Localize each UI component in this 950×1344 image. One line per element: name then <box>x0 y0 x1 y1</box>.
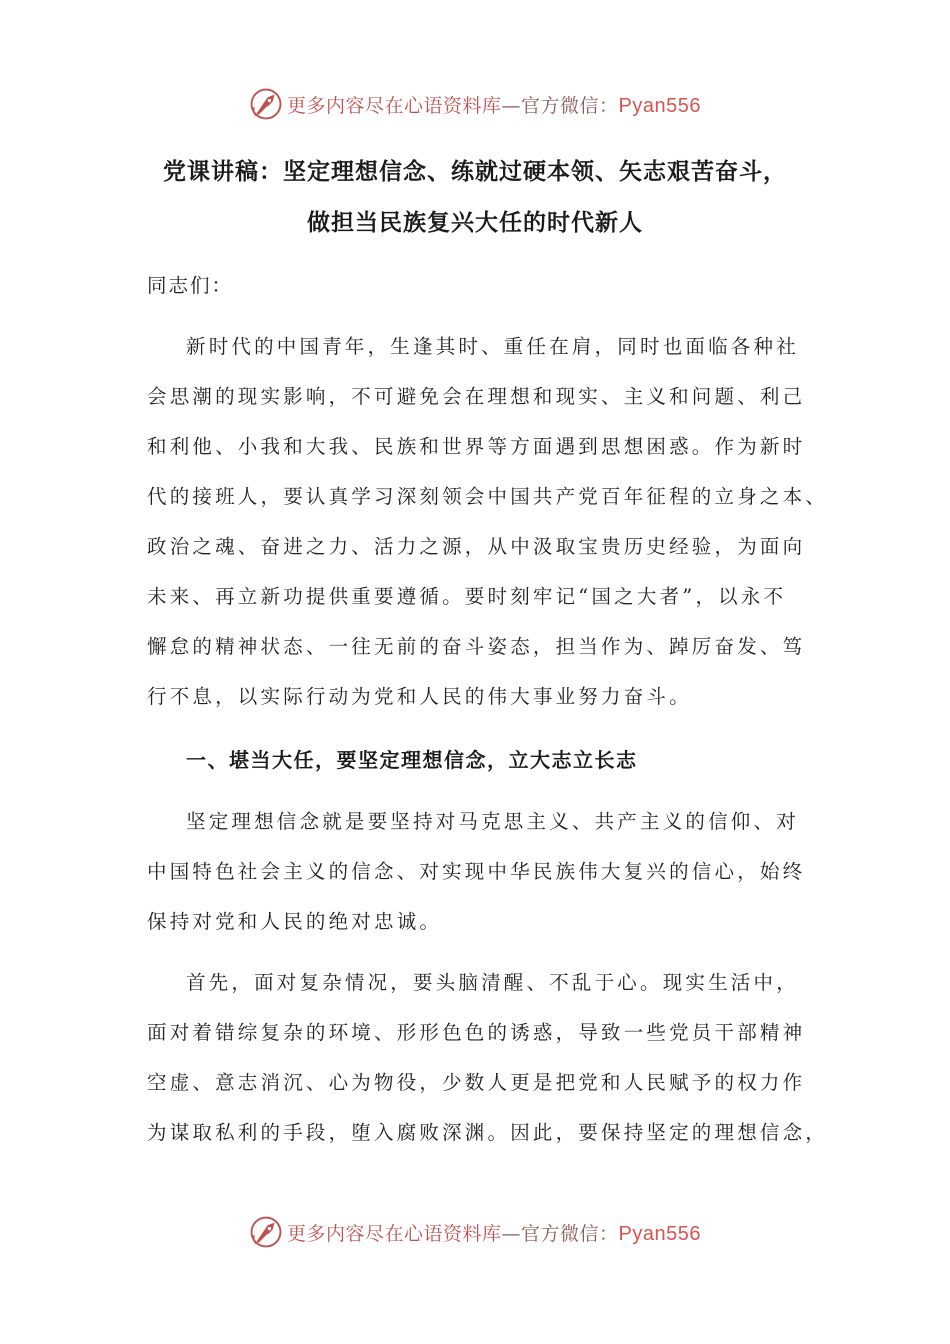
header-banner <box>0 84 950 124</box>
banner-wechat-label: —官方微信： <box>501 1222 619 1245</box>
paragraph-line: 保持对党和人民的绝对忠诚。 <box>147 910 443 933</box>
paragraph-line: 懈怠的精神状态、一往无前的奋斗姿态，担当作为、踔厉奋发、笃 <box>147 635 806 658</box>
paragraph-2 <box>147 797 827 947</box>
footer-banner <box>0 1212 950 1252</box>
banner-source-text: 更多内容尽在心语资料库 <box>287 1222 502 1245</box>
paragraph-line: 会思潮的现实影响，不可避免会在理想和现实、主义和问题、利己 <box>147 385 806 408</box>
paragraph-line: 坚定理想信念就是要坚持对马克思主义、共产主义的信仰、对 <box>186 810 799 833</box>
banner-source-text: 更多内容尽在心语资料库 <box>287 94 502 117</box>
paragraph-line: 和利他、小我和大我、民族和世界等方面遇到思想困惑。作为新时 <box>147 435 806 458</box>
paragraph-line: 中国特色社会主义的信念、对实现中华民族伟大复兴的信心，始终 <box>147 860 806 883</box>
pen-nib-logo-icon <box>249 1215 283 1249</box>
header-banner-text <box>287 91 701 118</box>
banner-wechat-id: Pyan556 <box>618 94 701 117</box>
paragraph-line: 首先，面对复杂情况，要头脑清醒、不乱于心。现实生活中， <box>186 971 799 994</box>
paragraph-line: 未来、再立新功提供重要遵循。要时刻牢记“国之大者”，以永不 <box>147 585 787 608</box>
paragraph-line: 政治之魂、奋进之力、活力之源，从中汲取宝贵历史经验，为面向 <box>147 535 806 558</box>
paragraph-3 <box>147 958 827 1158</box>
salutation: 同志们： <box>147 274 234 297</box>
section-heading-1: 一、堪当大任，要坚定理想信念，立大志立长志 <box>186 748 638 772</box>
paragraph-line: 面对着错综复杂的环境、形形色色的诱惑，导致一些党员干部精神 <box>147 1021 806 1044</box>
footer-banner-text <box>287 1219 701 1246</box>
paragraph-line: 新时代的中国青年，生逢其时、重任在肩，同时也面临各种社 <box>186 335 799 358</box>
document-title-line2: 做担当民族复兴大任的时代新人 <box>307 210 643 236</box>
paragraph-line: 空虚、意志消沉、心为物役，少数人更是把党和人民赋予的权力作 <box>147 1071 806 1094</box>
paragraph-line: 代的接班人，要认真学习深刻领会中国共产党百年征程的立身之本、 <box>147 485 829 508</box>
document-title-line1: 党课讲稿：坚定理想信念、练就过硬本领、矢志艰苦奋斗， <box>163 159 787 185</box>
banner-wechat-id: Pyan556 <box>618 1222 701 1245</box>
paragraph-1 <box>147 322 827 722</box>
paragraph-line: 为谋取私利的手段，堕入腐败深渊。因此，要保持坚定的理想信念， <box>147 1121 829 1144</box>
paragraph-line: 行不息，以实际行动为党和人民的伟大事业努力奋斗。 <box>147 685 692 708</box>
banner-wechat-label: —官方微信： <box>501 94 619 117</box>
pen-nib-logo-icon <box>249 87 283 121</box>
